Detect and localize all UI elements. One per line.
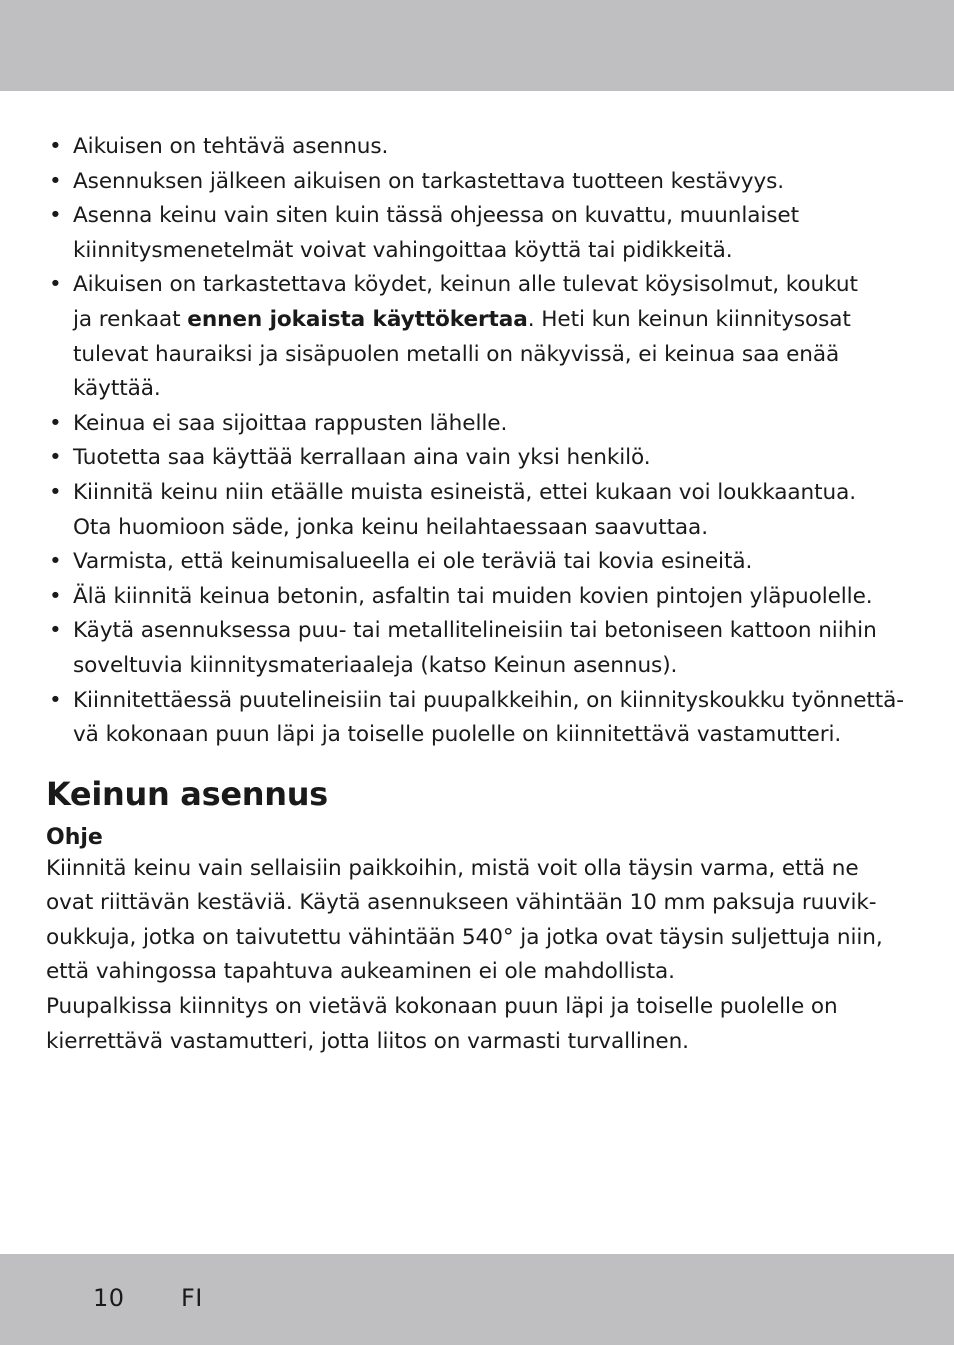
bullet-icon: • (49, 549, 62, 575)
instruction-paragraph: Kiinnitä keinu vain sellaisiin paikkoihin, mistä voit olla täysin varma, että ne ovat riittävän kestäviä. Käytä asennukseen vähintään 10 mm paksuja ruuvik- oukkuja, jotka on taivutettu vähintään 540° ja jotka ovat täysin suljettuja niin, että vahingossa tapahtuva aukeaminen ei ole mahdollista. (46, 855, 883, 985)
footer-band (0, 1254, 954, 1345)
list-item: • Älä kiinnitä keinua betonin, asfaltin tai muiden kovien pintojen yläpuolelle. (46, 580, 916, 615)
page-content (46, 130, 916, 1059)
bullet-icon: • (49, 410, 62, 436)
section-subtitle: Ohje (46, 824, 103, 850)
list-item: • Aikuisen on tarkastettava köydet, keinun alle tulevat köysisolmut, koukut ja renkaat ennen jokaista käyttökertaa. Heti kun keinun kiinnitysosat tulevat hauraiksi ja sisäpuolen metalli on näkyvissä, ei keinua saa enää käyttää. (46, 268, 916, 406)
bullet-icon: • (49, 272, 62, 298)
bullet-icon: • (49, 203, 62, 229)
instruction-paragraph: Puupalkissa kiinnitys on vietävä kokonaan puun läpi ja toiselle puolelle on kierrettävä vastamutteri, jotta liitos on varmasti turvallinen. (46, 994, 838, 1054)
list-item: • Asenna keinu vain siten kuin tässä ohjeessa on kuvattu, muunlaiset kiinnitysmenetelmät voivat vahingoittaa köyttä tai pidikkeitä. (46, 199, 916, 268)
list-item: • Aikuisen on tehtävä asennus. (46, 130, 916, 165)
bullet-icon: • (49, 445, 62, 471)
list-item: • Kiinnitettäessä puutelineisiin tai puupalkkeihin, on kiinnityskoukku työnnettä- vä kokonaan puun läpi ja toiselle puolelle on kiinnitettävä vastamutteri. (46, 684, 916, 753)
header-band (0, 0, 954, 91)
bullet-icon: • (49, 583, 62, 609)
list-item: • Varmista, että keinumisalueella ei ole teräviä tai kovia esineitä. (46, 545, 916, 580)
bullet-icon: • (49, 687, 62, 713)
language-code: FI (181, 1284, 203, 1312)
list-item: • Asennuksen jälkeen aikuisen on tarkastettava tuotteen kestävyys. (46, 165, 916, 200)
section-title: Keinun asennus (46, 774, 328, 813)
bullet-icon: • (49, 618, 62, 644)
list-item: • Keinua ei saa sijoittaa rappusten lähelle. (46, 407, 916, 442)
bullet-icon: • (49, 168, 62, 194)
bullet-icon: • (49, 134, 62, 159)
page-number: 10 (93, 1284, 125, 1312)
emphasis-text: ennen jokaista käyttökertaa (187, 306, 528, 332)
safety-list (46, 130, 916, 753)
list-item: • Kiinnitä keinu niin etäälle muista esineistä, ettei kukaan voi loukkaantua. Ota huomioon säde, jonka keinu heilahtaessaan saavuttaa. (46, 476, 916, 545)
list-item: • Käytä asennuksessa puu- tai metallitelineisiin tai betoniseen kattoon niihin soveltuvia kiinnitysmateriaaleja (katso Keinun asennus). (46, 614, 916, 683)
list-item: • Tuotetta saa käyttää kerrallaan aina vain yksi henkilö. (46, 441, 916, 476)
bullet-icon: • (49, 479, 62, 505)
